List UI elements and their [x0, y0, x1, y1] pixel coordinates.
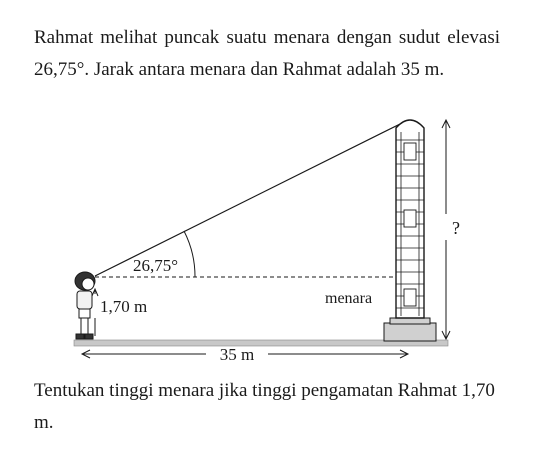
question-text: Tentukan tinggi menara jika tinggi pengamatan Rahmat 1,70 m. [34, 380, 495, 433]
distance-label: 35 m [219, 345, 255, 364]
problem-statement: Rahmat melihat puncak suatu menara dengan sudut elevasi 26,75°. Jarak antara menara dan Rahmat adalah 35 m. [34, 27, 500, 80]
tower-label: menara [325, 290, 373, 307]
elevation-diagram [0, 110, 538, 370]
angle-label: 26,75° [133, 256, 179, 275]
line-of-sight [95, 124, 400, 276]
angle-arc [184, 231, 195, 277]
observer-figure [75, 272, 95, 339]
observer-height-label: 1,70 m [100, 297, 148, 316]
unknown-height-label: ? [452, 218, 460, 238]
tower-height-arrow [442, 120, 450, 339]
tower [384, 120, 436, 341]
observer-height-arrow [92, 289, 98, 336]
